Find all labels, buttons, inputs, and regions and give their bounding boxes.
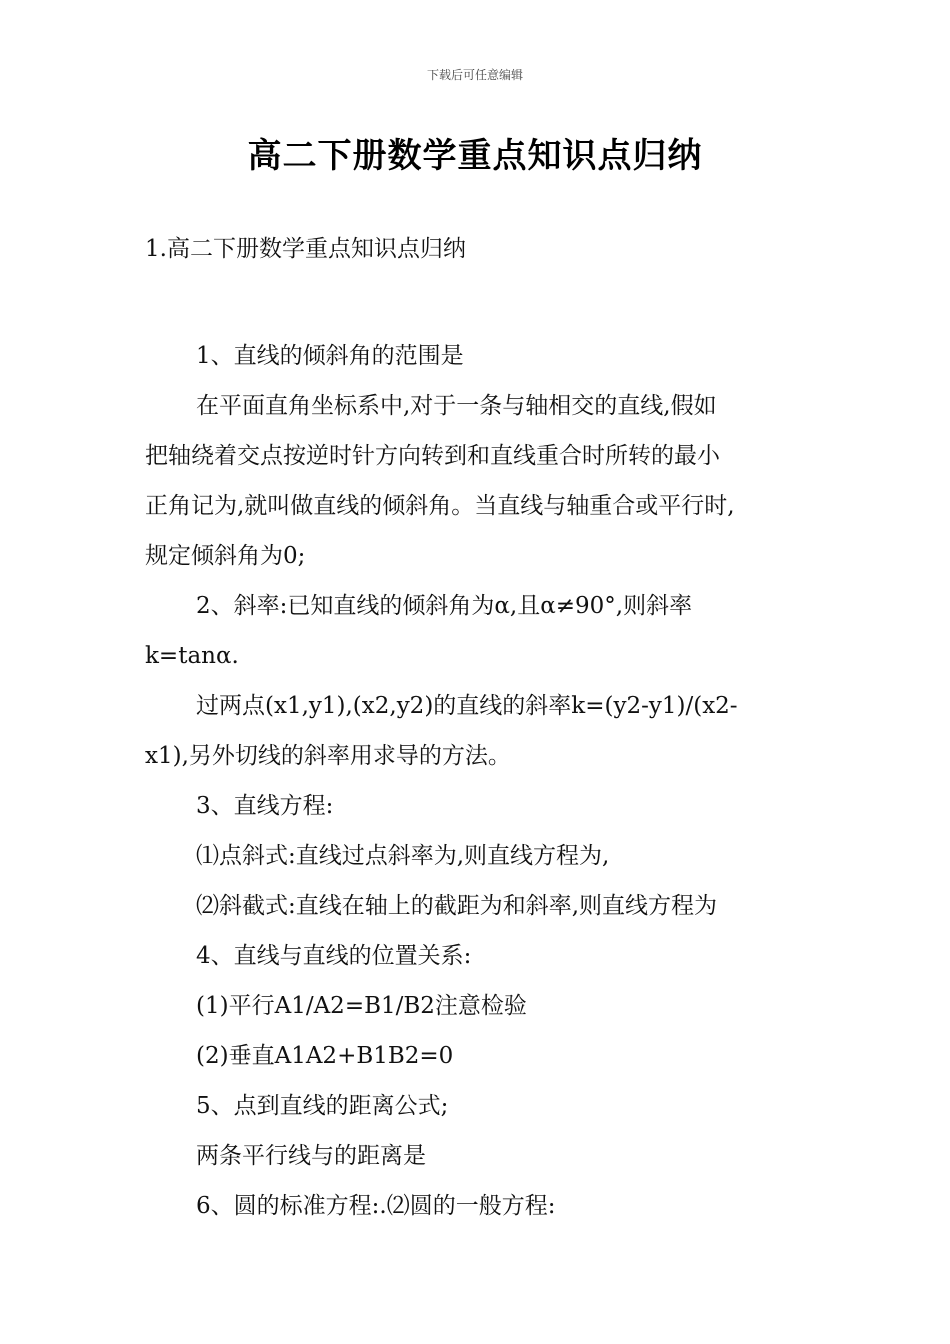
paragraph-line: (1)平行A1/A2=B1/B2注意检验 — [196, 993, 527, 1019]
section-heading: 1.高二下册数学重点知识点归纳 — [145, 236, 466, 262]
paragraph-line: (2)垂直A1A2+B1B2=0 — [196, 1043, 454, 1069]
paragraph-line: 4、直线与直线的位置关系: — [196, 943, 472, 969]
paragraph-line: k=tanα. — [145, 643, 239, 669]
paragraph-line: ⑵斜截式:直线在轴上的截距为和斜率,则直线方程为 — [196, 893, 718, 919]
paragraph-line: 在平面直角坐标系中,对于一条与轴相交的直线,假如 — [196, 393, 717, 419]
paragraph-line: 过两点(x1,y1),(x2,y2)的直线的斜率k=(y2-y1)/(x2- — [196, 693, 738, 719]
document-body — [145, 331, 815, 1231]
paragraph-line: 3、直线方程: — [196, 793, 334, 819]
paragraph-line: 规定倾斜角为0; — [145, 543, 306, 569]
paragraph-line: 1、直线的倾斜角的范围是 — [196, 343, 464, 369]
paragraph-line: 两条平行线与的距离是 — [196, 1143, 426, 1169]
paragraph-line: 2、斜率:已知直线的倾斜角为α,且α≠90°,则斜率 — [196, 593, 693, 619]
paragraph-line: x1),另外切线的斜率用求导的方法。 — [145, 743, 511, 769]
header-note: 下载后可任意编辑 — [426, 68, 523, 82]
paragraph-line: 把轴绕着交点按逆时针方向转到和直线重合时所转的最小 — [145, 443, 720, 469]
paragraph-line: 正角记为,就叫做直线的倾斜角。当直线与轴重合或平行时, — [145, 493, 735, 519]
paragraph-line: ⑴点斜式:直线过点斜率为,则直线方程为, — [196, 843, 610, 869]
paragraph-line: 5、点到直线的距离公式; — [196, 1093, 449, 1119]
paragraph-line: 6、圆的标准方程:.⑵圆的一般方程: — [196, 1193, 556, 1219]
document-title: 高二下册数学重点知识点归纳 — [247, 136, 703, 176]
